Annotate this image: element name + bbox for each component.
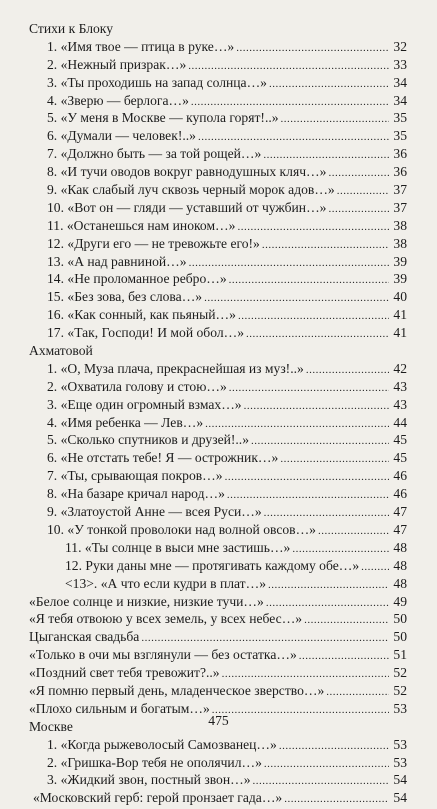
toc-entry-title: 4. «Зверю — берлога…»	[47, 92, 189, 108]
toc-entry-title: 7. «Должно быть — за той рощей…»	[47, 146, 262, 162]
toc-entry-title: 4. «Имя ребенка — Лев…»	[47, 414, 204, 430]
toc-entry	[29, 485, 407, 503]
toc-section-heading	[29, 342, 407, 360]
toc-entry-page: 53	[393, 700, 407, 716]
toc-entry-page: 53	[393, 754, 407, 770]
toc-entry-page: 52	[393, 665, 407, 681]
toc-entry-title: 6. «Думали — человек!..»	[47, 128, 196, 144]
toc-entry	[29, 664, 407, 682]
toc-entry	[29, 199, 407, 217]
toc-entry-title: 16. «Как сонный, как пьяный…»	[47, 307, 236, 323]
toc-entry-page: 32	[393, 38, 407, 54]
toc-entry-page: 36	[393, 164, 407, 180]
toc-entry-title: 14. «Не проломанное ребро…»	[47, 271, 227, 287]
toc-entry-page: 45	[393, 432, 407, 448]
toc-entry	[29, 467, 407, 485]
toc-entry-page: 35	[393, 110, 407, 126]
toc-entry	[29, 610, 407, 628]
dot-leader	[238, 308, 389, 326]
toc-entry-page: 50	[393, 629, 407, 645]
dot-leader	[280, 451, 389, 469]
toc-entry-title: 3. «Ты проходишь на запад солнца…»	[47, 74, 267, 90]
toc-entry-page: 41	[393, 325, 407, 341]
dot-leader	[225, 469, 389, 487]
toc-entry-page: 46	[393, 468, 407, 484]
toc-entry-title: «Плохо сильным и богатым…»	[29, 700, 210, 716]
toc-entry	[29, 557, 407, 575]
dot-leader	[229, 272, 389, 290]
dot-leader	[328, 201, 389, 219]
toc-entry-title: «Я тебя отвоюю у всех земель, у всех небес…»	[29, 611, 303, 627]
toc-entry-page: 37	[393, 182, 407, 198]
dot-leader	[281, 111, 389, 129]
toc-entry-title: 11. «Останешься нам иноком…»	[47, 217, 236, 233]
toc-entry-title: 9. «Как слабый луч сквозь черный морок адов…»	[47, 182, 335, 198]
dot-leader	[326, 684, 389, 702]
toc-entry	[29, 181, 407, 199]
toc-entry-page: 43	[393, 396, 407, 412]
toc-entry	[29, 163, 407, 181]
toc-entry-page: 36	[393, 146, 407, 162]
toc-entry-title: 2. «Гришка-Вор тебя не ополячил…»	[47, 754, 262, 770]
toc-entry	[29, 682, 407, 700]
table-of-contents	[29, 20, 407, 807]
toc-entry	[29, 127, 407, 145]
toc-entry-page: 37	[393, 199, 407, 215]
toc-entry-page: 38	[393, 235, 407, 251]
toc-entry-title: Москве	[29, 718, 73, 734]
toc-entry-title: 8. «И тучи оводов вокруг равнодушных кляч…»	[47, 164, 327, 180]
toc-entry-page: 54	[393, 772, 407, 788]
toc-entry-page: 50	[393, 611, 407, 627]
toc-entry	[29, 378, 407, 396]
toc-entry	[29, 306, 407, 324]
toc-entry	[29, 288, 407, 306]
toc-entry-title: «Я помню первый день, младенческое зверство…»	[29, 682, 325, 698]
toc-entry-page: 41	[393, 307, 407, 323]
toc-entry	[29, 521, 407, 539]
dot-leader	[269, 76, 389, 94]
toc-entry	[29, 109, 407, 127]
dot-leader	[268, 577, 389, 595]
toc-entry-page: 39	[393, 253, 407, 269]
toc-entry	[29, 145, 407, 163]
toc-entry-title: 1. «Когда рыжеволосый Самозванец…»	[47, 736, 277, 752]
toc-entry-page: 39	[393, 271, 407, 287]
toc-entry	[29, 56, 407, 74]
toc-entry	[29, 593, 407, 611]
toc-entry-title: 5. «Сколько спутников и друзей!..»	[47, 432, 250, 448]
dot-leader	[306, 362, 389, 380]
toc-entry	[29, 736, 407, 754]
toc-entry-page: 44	[393, 414, 407, 430]
toc-entry	[29, 503, 407, 521]
toc-entry-title: 3. «Еще один огромный взмах…»	[47, 396, 242, 412]
toc-entry	[29, 414, 407, 432]
toc-entry-page: 42	[393, 360, 407, 376]
toc-entry-title: 2. «Охватила голову и стою…»	[47, 378, 227, 394]
toc-entry-page: 38	[393, 217, 407, 233]
toc-entry-title: 5. «У меня в Москве — купола горят!..»	[47, 110, 279, 126]
toc-entry-page: 43	[393, 378, 407, 394]
toc-entry-page: 54	[393, 790, 407, 806]
toc-entry	[29, 575, 407, 593]
toc-entry-title: 10. «У тонкой проволоки над волной овсов…»	[47, 521, 316, 537]
toc-entry	[29, 539, 407, 557]
toc-entry	[29, 360, 407, 378]
toc-entry-page: 46	[393, 486, 407, 502]
toc-entry-page: 48	[393, 575, 407, 591]
toc-entry-page: 49	[393, 593, 407, 609]
dot-leader	[262, 237, 389, 255]
toc-entry-title: 1. «Имя твое — птица в руке…»	[47, 38, 235, 54]
dot-leader	[246, 326, 389, 344]
toc-entry-title: 2. «Нежный призрак…»	[47, 56, 187, 72]
toc-entry-title: <13>. «А что если кудри в плат…»	[65, 575, 267, 591]
dot-leader	[304, 612, 389, 630]
toc-entry-title: «Только в очи мы взглянули — без остатка…»	[29, 647, 297, 663]
toc-entry-title: 1. «О, Муза плача, прекраснейшая из муз!..»	[47, 360, 304, 376]
dot-leader	[264, 756, 389, 774]
toc-entry-title: 9. «Златоустой Анне — всея Руси…»	[47, 504, 262, 520]
toc-entry	[29, 396, 407, 414]
toc-entry-page: 47	[393, 504, 407, 520]
toc-entry-title: 11. «Ты солнце в выси мне застишь…»	[65, 539, 291, 555]
toc-entry	[29, 38, 407, 56]
toc-entry-title: 13. «А над равниной…»	[47, 253, 187, 269]
toc-entry-title: «Поздний свет тебя тревожит?..»	[29, 665, 220, 681]
toc-entry	[29, 646, 407, 664]
toc-entry	[29, 92, 407, 110]
dot-leader	[237, 219, 389, 237]
toc-entry-page: 52	[393, 682, 407, 698]
toc-entry-title: «Белое солнце и низкие, низкие тучи…»	[29, 593, 264, 609]
toc-entry-page: 45	[393, 450, 407, 466]
toc-section-heading	[29, 20, 407, 38]
toc-entry	[29, 754, 407, 772]
toc-entry-title: Стихи к Блоку	[29, 21, 113, 36]
dot-leader	[318, 523, 389, 541]
toc-entry-page: 33	[393, 56, 407, 72]
dot-leader	[361, 559, 389, 577]
toc-entry-page: 47	[393, 521, 407, 537]
toc-entry	[29, 789, 407, 807]
toc-entry-title: 12. «Други его — не тревожьте его!»	[47, 235, 260, 251]
toc-entry	[29, 217, 407, 235]
toc-entry	[29, 235, 407, 253]
toc-entry-title: Ахматовой	[29, 343, 93, 359]
dot-leader	[244, 398, 389, 416]
toc-entry-page: 35	[393, 128, 407, 144]
toc-entry-page: 40	[393, 289, 407, 305]
toc-entry-page: 48	[393, 557, 407, 573]
toc-entry-page: 34	[393, 74, 407, 90]
toc-entry-page: 34	[393, 92, 407, 108]
toc-entry-title: «Московский герб: герой пронзает гада…»	[33, 790, 283, 806]
dot-leader	[284, 791, 389, 809]
dot-leader	[236, 40, 389, 58]
toc-entry-title: 6. «Не отстать тебе! Я — острожник…»	[47, 450, 279, 466]
toc-entry-title: Цыганская свадьба	[29, 629, 140, 645]
dot-leader	[229, 380, 389, 398]
toc-entry	[29, 628, 407, 646]
toc-entry-title: 12. Руки даны мне — протягивать каждому обе…»	[65, 557, 360, 573]
dot-leader	[279, 738, 389, 756]
toc-entry-title: 17. «Так, Господи! И мой обол…»	[47, 325, 245, 341]
toc-entry-page: 53	[393, 736, 407, 752]
toc-entry-title: 10. «Вот он — гляди — уставший от чужбин…»	[47, 199, 327, 215]
dot-leader	[328, 165, 389, 183]
toc-entry-title: 8. «На базаре кричал народ…»	[47, 486, 225, 502]
toc-entry	[29, 771, 407, 789]
dot-leader	[299, 648, 389, 666]
toc-entry-page: 48	[393, 539, 407, 555]
toc-entry	[29, 74, 407, 92]
toc-entry	[29, 324, 407, 342]
toc-entry-page: 51	[393, 647, 407, 663]
toc-entry	[29, 449, 407, 467]
toc-entry-title: 3. «Жидкий звон, постный звон…»	[47, 772, 251, 788]
dot-leader	[337, 183, 389, 201]
toc-entry-title: 7. «Ты, срывающая покров…»	[47, 468, 223, 484]
toc-entry	[29, 253, 407, 271]
toc-entry	[29, 431, 407, 449]
toc-entry-title: 15. «Без зова, без слова…»	[47, 289, 203, 305]
toc-entry	[29, 270, 407, 288]
page-number: 475	[208, 713, 229, 728]
